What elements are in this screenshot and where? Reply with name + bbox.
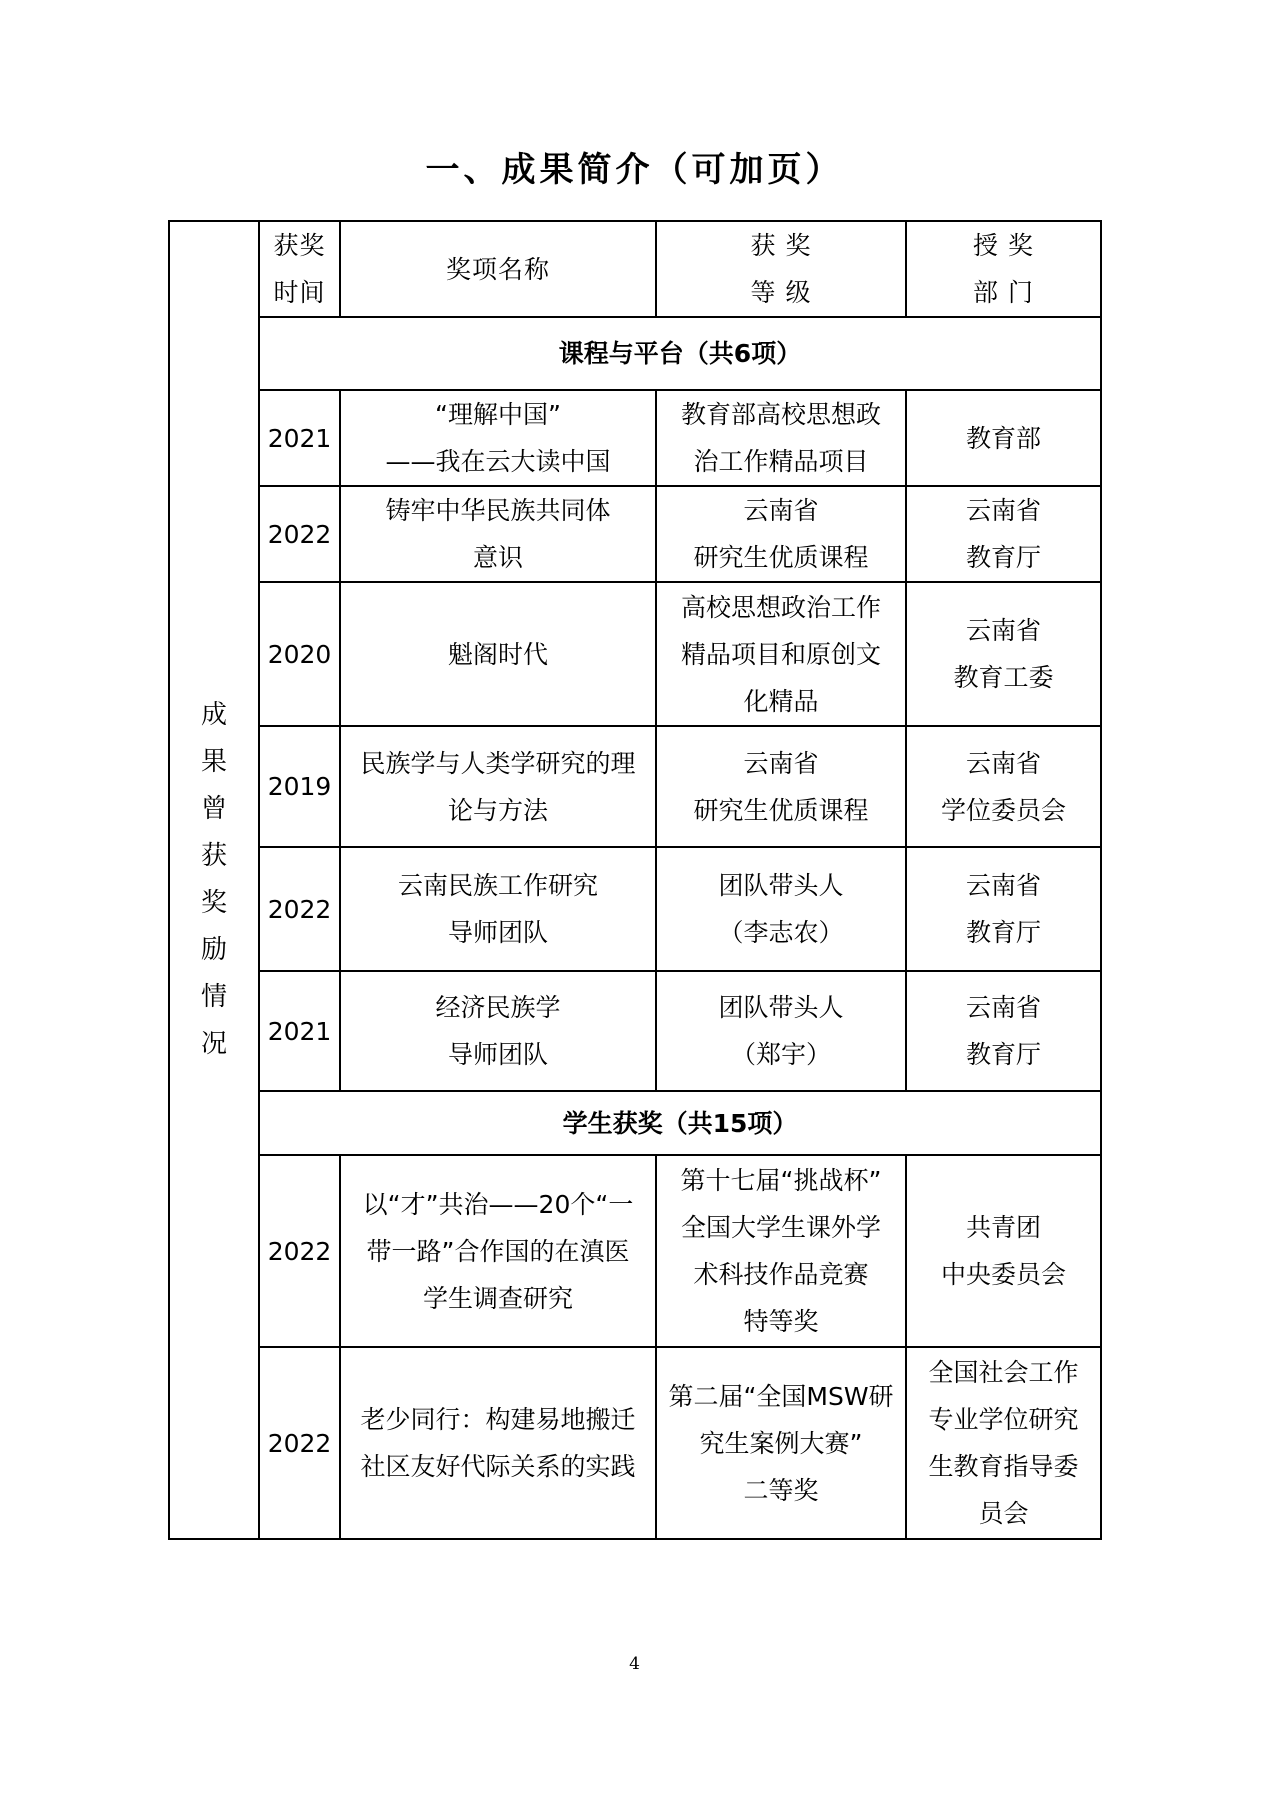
table-row — [169, 486, 1101, 582]
table-row — [169, 1155, 1101, 1347]
year-cell: 2020 — [259, 582, 340, 726]
section-row — [169, 317, 1101, 390]
table-row — [169, 971, 1101, 1091]
award-level-cell: 团队带头人 （李志农） — [656, 847, 906, 971]
award-department-cell: 云南省 教育厅 — [906, 486, 1101, 582]
award-name-cell: 铸牢中华民族共同体 意识 — [340, 486, 656, 582]
award-name-cell: 以“才”共治——20个“一 带一路”合作国的在滇医 学生调查研究 — [340, 1155, 656, 1347]
award-department-cell: 云南省 教育厅 — [906, 971, 1101, 1091]
year-cell: 2021 — [259, 971, 340, 1091]
awards-table — [168, 220, 1102, 1540]
award-name-cell: 云南民族工作研究 导师团队 — [340, 847, 656, 971]
section-title: 学生获奖（共15项） — [259, 1091, 1101, 1155]
award-department-cell: 云南省 教育工委 — [906, 582, 1101, 726]
award-level-cell: 云南省 研究生优质课程 — [656, 726, 906, 847]
award-department-cell: 共青团 中央委员会 — [906, 1155, 1101, 1347]
section-title: 课程与平台（共6项） — [259, 317, 1101, 390]
page-title: 一、成果简介（可加页） — [425, 150, 844, 190]
award-department-cell: 教育部 — [906, 390, 1101, 486]
year-cell: 2022 — [259, 1155, 340, 1347]
award-name-cell: 经济民族学 导师团队 — [340, 971, 656, 1091]
table-row — [169, 726, 1101, 847]
header-time: 获奖 时间 — [259, 221, 340, 317]
table-row — [169, 390, 1101, 486]
year-cell: 2021 — [259, 390, 340, 486]
award-name-cell: 民族学与人类学研究的理 论与方法 — [340, 726, 656, 847]
header-name: 奖项名称 — [340, 221, 656, 317]
header-level: 获 奖 等 级 — [656, 221, 906, 317]
header-department: 授 奖 部 门 — [906, 221, 1101, 317]
side-label-cell — [169, 221, 259, 1539]
award-department-cell: 全国社会工作 专业学位研究 生教育指导委 员会 — [906, 1347, 1101, 1539]
page-number: 4 — [629, 1654, 640, 1674]
section-row — [169, 1091, 1101, 1155]
award-department-cell: 云南省 学位委员会 — [906, 726, 1101, 847]
award-name-cell: 魁阁时代 — [340, 582, 656, 726]
year-cell: 2022 — [259, 486, 340, 582]
award-name-cell: 老少同行：构建易地搬迁 社区友好代际关系的实践 — [340, 1347, 656, 1539]
year-cell: 2022 — [259, 1347, 340, 1539]
award-level-cell: 云南省 研究生优质课程 — [656, 486, 906, 582]
award-name-cell: “理解中国” ——我在云大读中国 — [340, 390, 656, 486]
year-cell: 2022 — [259, 847, 340, 971]
table-row — [169, 582, 1101, 726]
table-row — [169, 847, 1101, 971]
award-level-cell: 第十七届“挑战杯” 全国大学生课外学 术科技作品竞赛 特等奖 — [656, 1155, 906, 1347]
award-department-cell: 云南省 教育厅 — [906, 847, 1101, 971]
table-row — [169, 1347, 1101, 1539]
award-level-cell: 教育部高校思想政 治工作精品项目 — [656, 390, 906, 486]
year-cell: 2019 — [259, 726, 340, 847]
table-header-row — [169, 221, 1101, 317]
award-level-cell: 团队带头人 （郑宇） — [656, 971, 906, 1091]
award-level-cell: 高校思想政治工作 精品项目和原创文 化精品 — [656, 582, 906, 726]
award-level-cell: 第二届“全国MSW研 究生案例大赛” 二等奖 — [656, 1347, 906, 1539]
side-label: 成果曾获奖励情况 — [200, 700, 227, 1059]
